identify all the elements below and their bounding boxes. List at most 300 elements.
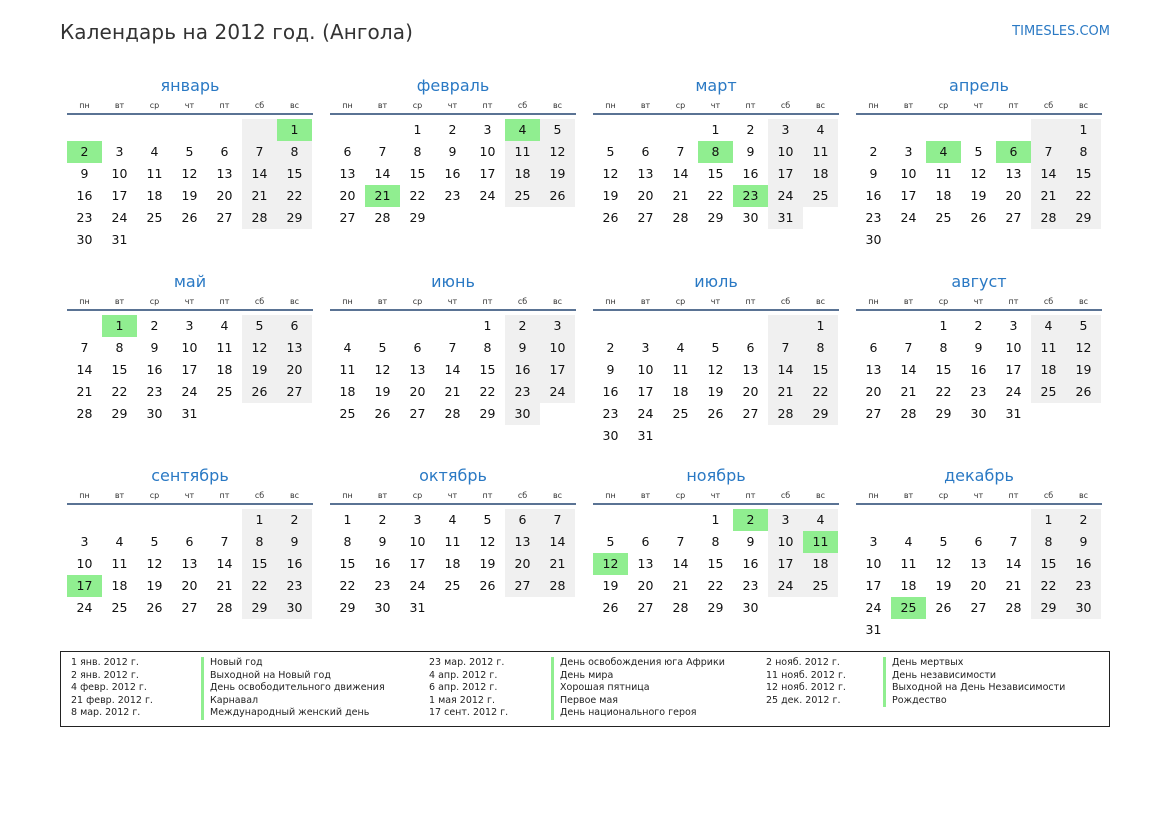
day-cell: 14 [242, 163, 277, 185]
day-cell: 12 [181, 166, 198, 181]
legend-holiday-name: Хорошая пятница [551, 682, 725, 695]
day-cell: 1 [711, 512, 720, 527]
day-cell: 9 [150, 340, 159, 355]
day-cell: 28 [540, 575, 575, 597]
weekday-label: пн [605, 297, 616, 306]
day-cell: 17 [637, 384, 654, 399]
empty-cell [593, 119, 628, 141]
day-cell: 27 [970, 600, 987, 615]
empty-cell [330, 119, 365, 141]
day-cell: 9 [505, 337, 540, 359]
site-link[interactable]: TIMESLES.COM [1012, 24, 1110, 39]
day-cell: 6 [343, 144, 352, 159]
weekday-label: сб [254, 101, 265, 110]
day-cell: 30 [505, 403, 540, 425]
day-cell: 1 [1031, 509, 1066, 531]
weekday-label: чт [447, 297, 458, 306]
weekday-label: вт [903, 297, 914, 306]
day-cell: 1 [242, 509, 277, 531]
month-name: сентябрь [151, 466, 229, 485]
legend-date: 23 мар. 2012 г. [429, 657, 505, 668]
weekday-label: вс [289, 491, 300, 500]
weekday-label: чт [447, 101, 458, 110]
day-cell: 5 [1066, 315, 1101, 337]
day-cell: 2 [606, 340, 615, 355]
empty-cell [856, 119, 891, 141]
day-cell: 12 [970, 166, 987, 181]
weekday-label: ср [938, 491, 949, 500]
day-cell: 25 [444, 578, 461, 593]
day-cell: 27 [637, 600, 654, 615]
weekday-label: вс [289, 297, 300, 306]
day-cell: 3 [540, 315, 575, 337]
day-cell: 13 [409, 362, 426, 377]
day-cell: 10 [768, 531, 803, 553]
day-cell: 19 [602, 578, 619, 593]
month-10 [330, 464, 576, 658]
weekday-label: сб [517, 491, 528, 500]
weekday-header [67, 294, 313, 311]
day-cell: 20 [505, 553, 540, 575]
weekday-header [67, 98, 313, 115]
weekday-label: сб [1043, 491, 1054, 500]
month-7 [593, 270, 839, 464]
day-cell: 12 [540, 141, 575, 163]
day-cell: 23 [602, 406, 619, 421]
day-cell: 25 [672, 406, 689, 421]
weekday-label: ср [149, 297, 160, 306]
empty-cell [67, 509, 102, 531]
day-cell: 26 [540, 185, 575, 207]
day-cell: 27 [181, 600, 198, 615]
day-cell: 16 [970, 362, 987, 377]
month-name: июнь [431, 272, 475, 291]
empty-cell [593, 509, 628, 531]
day-cell: 7 [768, 337, 803, 359]
day-cell: 15 [479, 362, 496, 377]
day-cell: 27 [865, 406, 882, 421]
month-name: май [173, 272, 207, 291]
day-cell: 15 [277, 163, 312, 185]
weekday-header [856, 488, 1102, 505]
day-cell: 16 [444, 166, 461, 181]
legend-holiday-name: День мира [551, 670, 725, 683]
day-cell: 29 [479, 406, 496, 421]
weekday-label: вт [114, 101, 125, 110]
day-cell: 1 [343, 512, 352, 527]
day-cell: 28 [900, 406, 917, 421]
month-name: январь [160, 76, 220, 95]
month-2 [330, 74, 576, 270]
day-cell: 6 [505, 509, 540, 531]
weekday-label: вт [114, 297, 125, 306]
month-1 [67, 74, 313, 270]
holiday-day: 1 [277, 119, 312, 141]
day-cell: 28 [672, 600, 689, 615]
day-cell: 4 [904, 534, 913, 549]
day-cell: 6 [413, 340, 422, 355]
day-cell: 23 [505, 381, 540, 403]
day-cell: 20 [181, 578, 198, 593]
day-cell: 22 [707, 188, 724, 203]
weekday-header [856, 294, 1102, 311]
weekday-header [593, 294, 839, 311]
day-cell: 30 [742, 210, 759, 225]
day-cell: 11 [672, 362, 689, 377]
empty-cell [926, 509, 961, 531]
day-cell: 8 [1066, 141, 1101, 163]
day-cell: 24 [637, 406, 654, 421]
day-cell: 20 [339, 188, 356, 203]
day-cell: 19 [1066, 359, 1101, 381]
day-cell: 8 [939, 340, 948, 355]
weekday-label: сб [517, 101, 528, 110]
day-cell: 5 [483, 512, 492, 527]
weekday-label: пт [219, 101, 230, 110]
weekday-label: вс [815, 491, 826, 500]
weekday-label: ср [938, 297, 949, 306]
day-cell: 11 [505, 141, 540, 163]
weekday-label: вс [815, 297, 826, 306]
day-cell: 10 [865, 556, 882, 571]
empty-cell [67, 315, 102, 337]
legend-date: 17 сент. 2012 г. [429, 707, 509, 719]
legend-holiday-name: Рождество [883, 695, 1065, 708]
weekday-label: вс [552, 297, 563, 306]
day-cell: 2 [974, 318, 983, 333]
holiday-day: 4 [926, 141, 961, 163]
day-cell: 10 [181, 340, 198, 355]
day-cell: 26 [707, 406, 724, 421]
day-cell: 12 [479, 534, 496, 549]
day-cell: 13 [505, 531, 540, 553]
day-cell: 19 [242, 359, 277, 381]
day-cell: 7 [242, 141, 277, 163]
legend-date: 4 февр. 2012 г. [71, 682, 147, 694]
weekday-label: чт [710, 491, 721, 500]
day-cell: 31 [409, 600, 426, 615]
day-cell: 16 [76, 188, 93, 203]
weekday-label: чт [710, 101, 721, 110]
day-cell: 4 [220, 318, 229, 333]
weekday-header [330, 98, 576, 115]
month-name: июль [694, 272, 738, 291]
day-cell: 16 [742, 556, 759, 571]
day-cell: 13 [216, 166, 233, 181]
day-cell: 9 [746, 534, 755, 549]
day-cell: 30 [146, 406, 163, 421]
day-cell: 11 [900, 556, 917, 571]
days-grid [67, 315, 313, 425]
day-cell: 21 [242, 185, 277, 207]
empty-cell [768, 315, 803, 337]
day-cell: 11 [216, 340, 233, 355]
weekday-label: пт [219, 491, 230, 500]
weekday-label: чт [447, 491, 458, 500]
day-cell: 6 [220, 144, 229, 159]
day-cell: 11 [803, 141, 838, 163]
day-cell: 23 [1066, 575, 1101, 597]
day-cell: 15 [707, 166, 724, 181]
legend-date: 2 нояб. 2012 г. [766, 657, 840, 668]
holiday-day: 6 [996, 141, 1031, 163]
legend-holiday-name: Новый год [201, 657, 385, 670]
day-cell: 25 [803, 575, 838, 597]
day-cell: 16 [146, 362, 163, 377]
month-name: февраль [416, 76, 490, 95]
day-cell: 22 [803, 381, 838, 403]
empty-cell [891, 509, 926, 531]
day-cell: 13 [970, 556, 987, 571]
day-cell: 14 [672, 556, 689, 571]
day-cell: 28 [76, 406, 93, 421]
day-cell: 19 [374, 384, 391, 399]
day-cell: 8 [1031, 531, 1066, 553]
day-cell: 9 [378, 534, 387, 549]
day-cell: 11 [1031, 337, 1066, 359]
day-cell: 24 [181, 384, 198, 399]
day-cell: 16 [742, 166, 759, 181]
empty-cell [137, 509, 172, 531]
day-cell: 29 [339, 600, 356, 615]
legend-date: 6 апр. 2012 г. [429, 682, 498, 694]
day-cell: 10 [479, 144, 496, 159]
day-cell: 23 [970, 384, 987, 399]
day-cell: 30 [374, 600, 391, 615]
day-cell: 14 [216, 556, 233, 571]
day-cell: 9 [80, 166, 89, 181]
empty-cell [628, 315, 663, 337]
day-cell: 15 [1031, 553, 1066, 575]
legend-dates-col-2 [429, 657, 508, 720]
day-cell: 22 [339, 578, 356, 593]
day-cell: 11 [146, 166, 163, 181]
legend-names-col-3 [883, 657, 1065, 707]
day-cell: 22 [1066, 185, 1101, 207]
empty-cell [663, 119, 698, 141]
day-cell: 8 [413, 144, 422, 159]
day-cell: 8 [242, 531, 277, 553]
day-cell: 11 [935, 166, 952, 181]
day-cell: 8 [483, 340, 492, 355]
day-cell: 26 [935, 600, 952, 615]
day-cell: 26 [479, 578, 496, 593]
day-cell: 3 [115, 144, 124, 159]
day-cell: 11 [111, 556, 128, 571]
day-cell: 24 [865, 600, 882, 615]
day-cell: 18 [803, 163, 838, 185]
days-grid [67, 509, 313, 619]
day-cell: 10 [409, 534, 426, 549]
day-cell: 26 [242, 381, 277, 403]
legend-dates-col-1 [71, 657, 153, 720]
day-cell: 10 [1005, 340, 1022, 355]
day-cell: 13 [181, 556, 198, 571]
day-cell: 18 [900, 578, 917, 593]
days-grid [856, 119, 1102, 251]
day-cell: 28 [242, 207, 277, 229]
day-cell: 10 [76, 556, 93, 571]
day-cell: 4 [150, 144, 159, 159]
day-cell: 10 [540, 337, 575, 359]
weekday-label: ср [412, 491, 423, 500]
day-cell: 26 [602, 210, 619, 225]
weekday-header [330, 294, 576, 311]
day-cell: 20 [637, 578, 654, 593]
empty-cell [102, 119, 137, 141]
day-cell: 28 [1005, 600, 1022, 615]
day-cell: 24 [768, 185, 803, 207]
day-cell: 26 [970, 210, 987, 225]
day-cell: 20 [865, 384, 882, 399]
weekday-label: вс [1078, 101, 1089, 110]
day-cell: 24 [409, 578, 426, 593]
empty-cell [435, 315, 470, 337]
days-grid [330, 315, 576, 425]
weekday-label: чт [710, 297, 721, 306]
day-cell: 15 [1066, 163, 1101, 185]
legend-date: 2 янв. 2012 г. [71, 669, 139, 681]
day-cell: 18 [935, 188, 952, 203]
day-cell: 19 [540, 163, 575, 185]
weekday-label: вт [640, 297, 651, 306]
day-cell: 12 [1066, 337, 1101, 359]
weekday-label: пн [342, 297, 353, 306]
weekday-label: вс [815, 101, 826, 110]
day-cell: 26 [146, 600, 163, 615]
day-cell: 17 [479, 166, 496, 181]
day-cell: 14 [1005, 556, 1022, 571]
weekday-label: ср [149, 101, 160, 110]
day-cell: 11 [444, 534, 461, 549]
day-cell: 19 [602, 188, 619, 203]
day-cell: 3 [185, 318, 194, 333]
day-cell: 22 [1031, 575, 1066, 597]
empty-cell [856, 315, 891, 337]
day-cell: 7 [1009, 534, 1018, 549]
holiday-day: 1 [102, 315, 137, 337]
day-cell: 19 [479, 556, 496, 571]
day-cell: 23 [146, 384, 163, 399]
legend-holiday-name: Выходной на Новый год [201, 670, 385, 683]
day-cell: 18 [672, 384, 689, 399]
day-cell: 27 [409, 406, 426, 421]
day-cell: 5 [540, 119, 575, 141]
day-cell: 12 [935, 556, 952, 571]
days-grid [330, 119, 576, 229]
day-cell: 21 [216, 578, 233, 593]
day-cell: 5 [711, 340, 720, 355]
day-cell: 23 [444, 188, 461, 203]
day-cell: 10 [111, 166, 128, 181]
day-cell: 19 [146, 578, 163, 593]
day-cell: 1 [939, 318, 948, 333]
day-cell: 6 [277, 315, 312, 337]
day-cell: 17 [768, 553, 803, 575]
day-cell: 26 [602, 600, 619, 615]
legend-holiday-name: День освободительного движения [201, 682, 385, 695]
empty-cell [926, 119, 961, 141]
day-cell: 1 [483, 318, 492, 333]
day-cell: 23 [374, 578, 391, 593]
day-cell: 16 [1066, 553, 1101, 575]
day-cell: 15 [242, 553, 277, 575]
day-cell: 10 [900, 166, 917, 181]
day-cell: 6 [974, 534, 983, 549]
day-cell: 3 [80, 534, 89, 549]
empty-cell [996, 119, 1031, 141]
empty-cell [365, 119, 400, 141]
day-cell: 26 [1066, 381, 1101, 403]
day-cell: 9 [1066, 531, 1101, 553]
day-cell: 2 [150, 318, 159, 333]
day-cell: 21 [540, 553, 575, 575]
holiday-day: 4 [505, 119, 540, 141]
weekday-label: вт [903, 491, 914, 500]
day-cell: 4 [676, 340, 685, 355]
empty-cell [172, 509, 207, 531]
day-cell: 10 [768, 141, 803, 163]
weekday-label: вт [377, 491, 388, 500]
day-cell: 18 [146, 188, 163, 203]
weekday-label: пт [482, 297, 493, 306]
weekday-header [593, 98, 839, 115]
day-cell: 17 [111, 188, 128, 203]
day-cell: 2 [277, 509, 312, 531]
day-cell: 22 [707, 578, 724, 593]
day-cell: 27 [277, 381, 312, 403]
empty-cell [856, 509, 891, 531]
weekday-label: вт [377, 297, 388, 306]
weekday-label: ср [675, 101, 686, 110]
weekday-label: сб [254, 297, 265, 306]
weekday-label: пн [342, 101, 353, 110]
day-cell: 2 [378, 512, 387, 527]
weekday-label: сб [517, 297, 528, 306]
legend-holiday-name: Первое мая [551, 695, 725, 708]
day-cell: 29 [803, 403, 838, 425]
day-cell: 26 [181, 210, 198, 225]
days-grid [330, 509, 576, 619]
weekday-header [67, 488, 313, 505]
day-cell: 3 [768, 119, 803, 141]
day-cell: 31 [637, 428, 654, 443]
weekday-label: вс [289, 101, 300, 110]
empty-cell [207, 119, 242, 141]
weekday-label: ср [675, 491, 686, 500]
holiday-day: 2 [67, 141, 102, 163]
day-cell: 4 [343, 340, 352, 355]
day-cell: 15 [935, 362, 952, 377]
day-cell: 16 [865, 188, 882, 203]
days-grid [593, 119, 839, 229]
month-name: декабрь [944, 466, 1014, 485]
day-cell: 24 [540, 381, 575, 403]
day-cell: 25 [339, 406, 356, 421]
day-cell: 25 [146, 210, 163, 225]
month-6 [330, 270, 576, 464]
day-cell: 5 [606, 534, 615, 549]
weekday-label: пт [1008, 101, 1019, 110]
day-cell: 16 [505, 359, 540, 381]
day-cell: 15 [803, 359, 838, 381]
month-name: август [951, 272, 1007, 291]
day-cell: 29 [111, 406, 128, 421]
day-cell: 13 [1005, 166, 1022, 181]
weekday-label: чт [973, 491, 984, 500]
month-name: март [695, 76, 737, 95]
month-4 [856, 74, 1102, 270]
